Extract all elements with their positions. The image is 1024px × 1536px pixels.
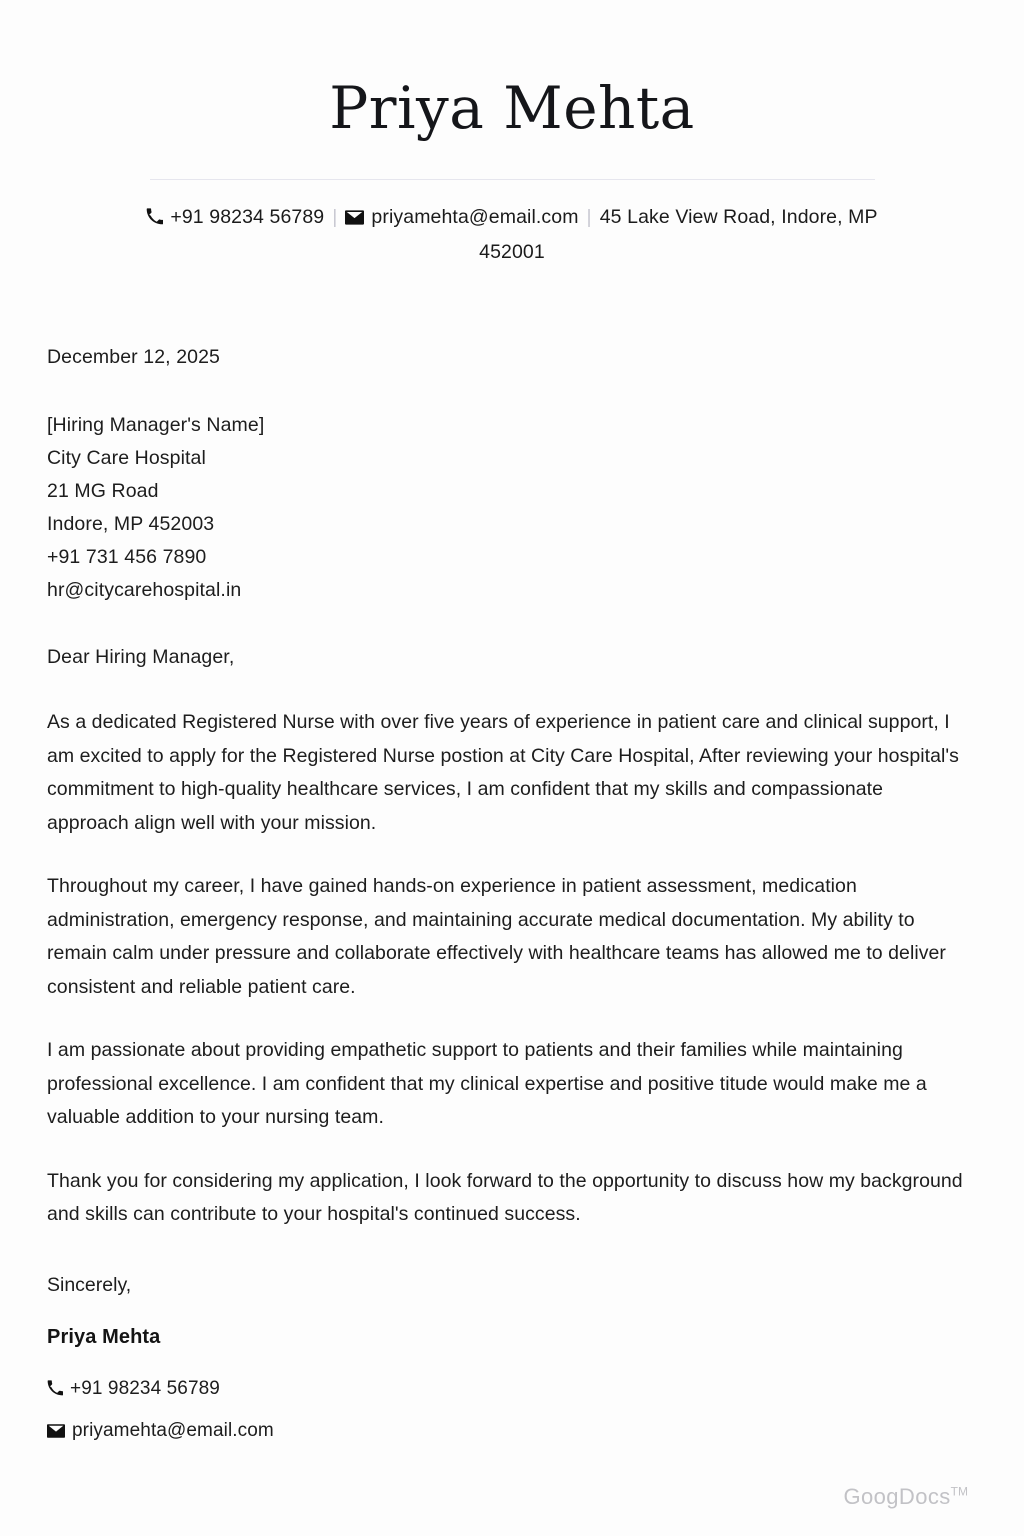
header-contact-line	[132, 200, 892, 270]
signature-email-item[interactable]	[47, 1416, 964, 1446]
body-paragraph: As a dedicated Registered Nurse with over five years of experience in patient care and clinical support, I am excited to apply for the Registered Nurse postion at City Care Hospital, After reviewing your hospital's commitment to high-quality healthcare services, I am confident that my skills and compassionate approach align well with your mission.	[47, 711, 959, 834]
recipient-line: +91 731 456 7890	[47, 546, 207, 569]
body-paragraph: Throughout my career, I have gained hands-on experience in patient assessment, medication administration, emergency response, and maintaining accurate medical documentation. My ability to remain calm under pressure and collaborate effectively with healthcare teams has allowed me to deliver consistent and reliable patient care.	[47, 875, 946, 998]
phone-icon	[146, 208, 163, 225]
signature-email-text: priyamehta@email.com	[72, 1419, 274, 1441]
salutation: Dear Hiring Manager,	[47, 646, 235, 669]
envelope-icon	[47, 1424, 65, 1438]
recipient-block	[47, 409, 964, 607]
signature-phone-item[interactable]	[47, 1374, 964, 1404]
letter-header	[0, 0, 1024, 270]
header-address-line2: Indore, MP 452001	[479, 206, 878, 264]
closing-line: Sincerely,	[47, 1273, 132, 1296]
header-divider	[150, 179, 875, 180]
contact-separator-2: |	[586, 206, 592, 229]
header-email-text: priyamehta@email.com	[371, 206, 579, 229]
contact-separator-1: |	[332, 206, 338, 229]
phone-icon	[47, 1380, 63, 1396]
recipient-line: 21 MG Road	[47, 480, 159, 503]
recipient-line: City Care Hospital	[47, 447, 206, 470]
letter-date: December 12, 2025	[47, 346, 220, 369]
watermark	[844, 1484, 968, 1510]
page-title: Priya Mehta	[329, 74, 695, 142]
envelope-icon	[345, 210, 364, 225]
letter-body	[0, 342, 1024, 1446]
header-phone-item[interactable]	[146, 206, 324, 228]
signature-name: Priya Mehta	[47, 1325, 161, 1348]
recipient-line: hr@citycarehospital.in	[47, 579, 242, 602]
header-address-line1: 45 Lake View Road,	[599, 206, 776, 229]
header-email-item[interactable]	[345, 206, 578, 228]
body-paragraph: Thank you for considering my application, I look forward to the opportunity to discuss how my background and skills can contribute to your hospital's continued success.	[47, 1169, 963, 1226]
trademark-symbol: TM	[950, 1484, 968, 1499]
body-paragraph: I am passionate about providing empathetic support to patients and their families while maintaining professional excellence. I am confident that my clinical expertise and positive titude would make me a valuable addition to your nursing team.	[47, 1039, 927, 1129]
recipient-line: Indore, MP 452003	[47, 513, 215, 536]
header-phone-text: +91 98234 56789	[170, 206, 325, 229]
recipient-line: [Hiring Manager's Name]	[47, 414, 265, 437]
signature-phone-text: +91 98234 56789	[70, 1377, 220, 1399]
watermark-text: GoogDocs	[843, 1484, 951, 1509]
